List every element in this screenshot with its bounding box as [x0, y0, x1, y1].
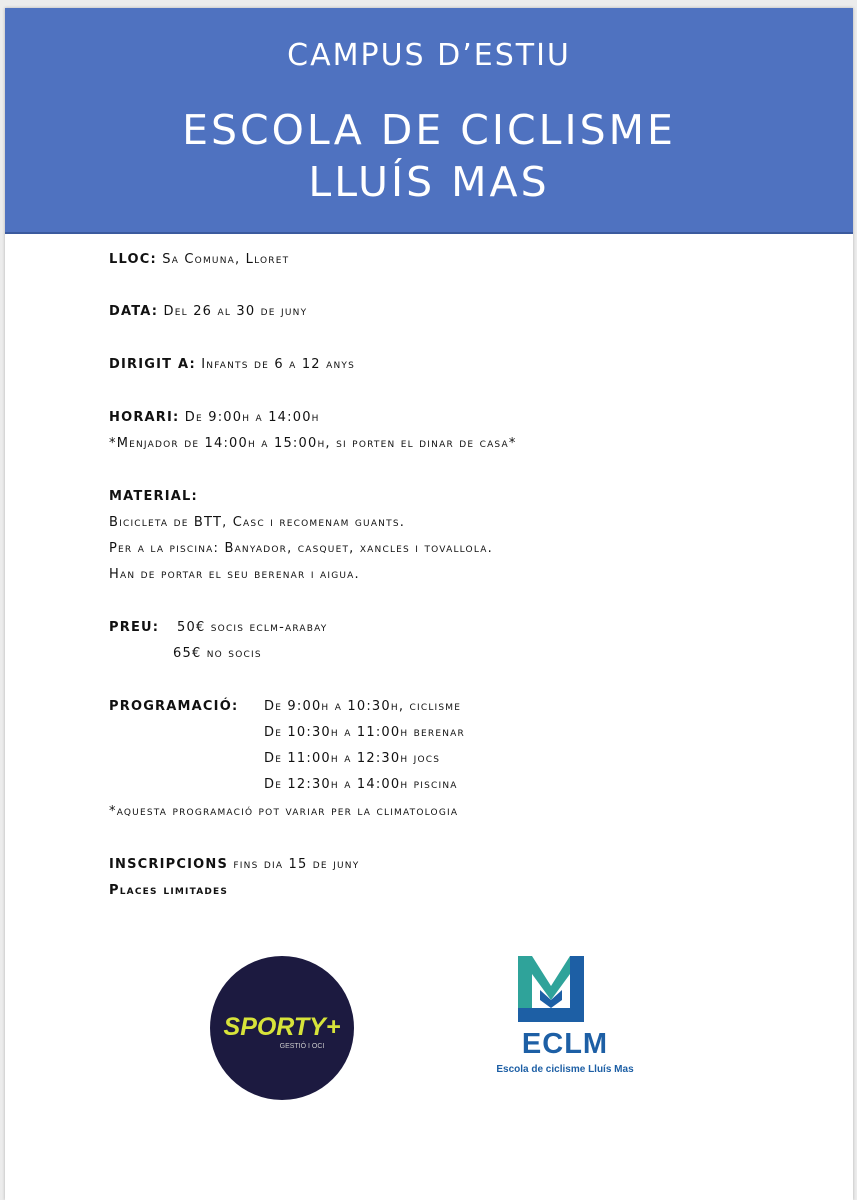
header-title — [5, 104, 853, 208]
data-label: DATA: — [109, 304, 159, 319]
programacio-line: De 12:30h a 14:00h piscina — [264, 777, 458, 792]
horari-label: HORARI: — [109, 410, 180, 425]
sporty-logo-subtext: GESTIÓ I OCI — [279, 1043, 325, 1050]
dirigit-row — [109, 357, 355, 372]
programacio-line: De 10:30h a 11:00h berenar — [264, 725, 465, 740]
sporty-logo-graphic — [210, 956, 354, 1100]
lloc-value: Sa Comuna, Lloret — [162, 252, 290, 267]
sporty-logo-text: SPORTY+ — [223, 1013, 341, 1041]
header-title-line-2: LLUÍS MAS — [308, 158, 550, 206]
inscripcions-value: fins dia 15 de juny — [233, 857, 360, 872]
eclm-logo-graphic — [480, 950, 650, 1028]
horari-note: *Menjador de 14:00h a 15:00h, si porten el dinar de casa* — [109, 436, 517, 451]
eclm-logo-text: ECLM — [521, 1028, 609, 1060]
preu-label: PREU: — [109, 620, 160, 635]
programacio-line: De 11:00h a 12:30h jocs — [264, 751, 441, 766]
material-line: Han de portar el seu berenar i aigua. — [109, 567, 360, 582]
header-banner — [5, 8, 853, 234]
lloc-row — [109, 252, 289, 267]
sporty-logo — [210, 956, 354, 1100]
document-page — [5, 8, 853, 1200]
preu-row — [109, 620, 159, 635]
horari-row — [109, 410, 320, 425]
material-label: MATERIAL: — [109, 489, 198, 504]
inscripcions-note: Places limitades — [109, 883, 229, 898]
inscripcions-row — [109, 857, 359, 872]
header-title-line-1: ESCOLA DE CICLISME — [182, 106, 676, 154]
eclm-logo-diagonal — [532, 956, 570, 1000]
dirigit-label: DIRIGIT A: — [109, 357, 196, 372]
horari-value: De 9:00h a 14:00h — [184, 410, 320, 425]
preu-line: 65€ no socis — [173, 646, 262, 661]
programacio-line: De 9:00h a 10:30h, ciclisme — [264, 699, 462, 714]
inscripcions-label: INSCRIPCIONS — [109, 857, 229, 872]
data-row — [109, 304, 307, 319]
header-subtitle: CAMPUS D’ESTIU — [287, 38, 571, 73]
eclm-logo-bar — [570, 956, 584, 1022]
data-value: Del 26 al 30 de juny — [163, 304, 308, 319]
eclm-logo-subtext: Escola de ciclisme Lluís Mas — [496, 1064, 634, 1075]
material-line: Bicicleta de BTT, Casc i recomenam guants. — [109, 515, 406, 530]
programacio-label: PROGRAMACIÓ: — [109, 699, 239, 714]
preu-line: 50€ socis eclm-arabay — [177, 620, 328, 635]
material-line: Per a la piscina: Banyador, casquet, xancles i tovallola. — [109, 541, 493, 556]
eclm-logo — [480, 950, 650, 1100]
dirigit-value: Infants de 6 a 12 anys — [201, 357, 355, 372]
programacio-note: *aquesta programació pot variar per la climatologia — [109, 804, 459, 819]
lloc-label: LLOC: — [109, 252, 157, 267]
